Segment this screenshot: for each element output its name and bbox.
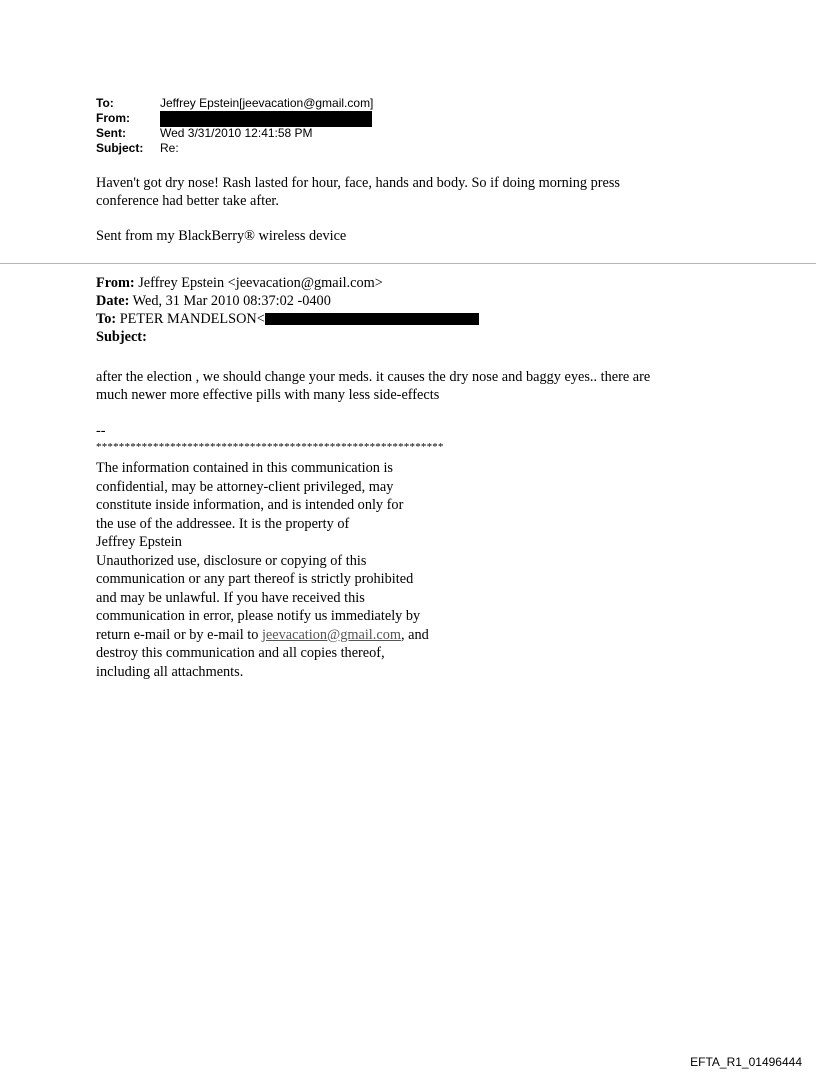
disclaimer-line: The information contained in this communication is	[96, 460, 393, 476]
original-subject-row	[96, 328, 479, 346]
disclaimer-line: constitute inside information, and is intended only for	[96, 497, 404, 513]
return-suffix: , and	[400, 626, 429, 643]
from-label: From:	[96, 111, 130, 125]
disclaimer-line: including all attachments.	[96, 663, 244, 680]
subject-value: Re:	[160, 141, 179, 155]
disclaimer-line: destroy this communication and all copies thereof,	[96, 645, 385, 661]
disclaimer-line: Unauthorized use, disclosure or copying of this	[96, 552, 367, 569]
email-header	[96, 96, 373, 156]
from-row	[96, 111, 373, 126]
reply-body-line: Haven't got dry nose! Rash lasted for hour, face, hands and body. So if doing morning press	[96, 175, 620, 191]
star-separator: *************************************************************	[96, 441, 444, 453]
original-subject-label: Subject:	[96, 329, 147, 345]
return-prefix: return e-mail or by e-mail to	[96, 626, 262, 643]
message-divider	[0, 263, 816, 264]
subject-row	[96, 141, 373, 156]
redaction-box	[265, 313, 479, 325]
disclaimer-line: communication or any part thereof is strictly prohibited	[96, 571, 414, 587]
original-to-label: To:	[96, 311, 117, 327]
signature-dashes: --	[96, 423, 106, 439]
original-from-row	[96, 274, 479, 292]
reply-body-line: conference had better take after.	[96, 193, 279, 209]
document-id: EFTA_R1_01496444	[690, 1055, 802, 1069]
disclaimer-line: Jeffrey Epstein	[96, 534, 182, 550]
confidentiality-notice	[96, 459, 429, 681]
to-label: To:	[96, 96, 114, 110]
sent-row	[96, 126, 373, 141]
original-header	[96, 274, 479, 346]
sent-label: Sent:	[96, 126, 126, 140]
original-to-value: PETER MANDELSON<	[119, 311, 265, 327]
from-value	[160, 111, 372, 126]
original-date-value: Wed, 31 Mar 2010 08:37:02 -0400	[132, 293, 331, 309]
original-body-line: after the election , we should change your meds. it causes the dry nose and baggy eyes.. there are	[96, 369, 651, 385]
disclaimer-line: communication in error, please notify us immediately by	[96, 608, 421, 624]
original-to-row	[96, 310, 479, 328]
original-date-label: Date:	[96, 293, 130, 309]
email-link[interactable]: jeevacation@gmail.com	[261, 626, 401, 643]
sent-value: Wed 3/31/2010 12:41:58 PM	[160, 126, 313, 140]
to-row	[96, 96, 373, 111]
redaction-box	[160, 111, 372, 127]
reply-signature: Sent from my BlackBerry® wireless device	[96, 228, 347, 244]
disclaimer-line: the use of the addressee. It is the property of	[96, 515, 350, 532]
to-value: Jeffrey Epstein[jeevacation@gmail.com]	[160, 96, 374, 110]
original-body	[96, 368, 736, 404]
original-body-line: much newer more effective pills with many less side-effects	[96, 387, 440, 403]
reply-body	[96, 174, 736, 210]
original-from-label: From:	[96, 275, 135, 291]
disclaimer-line: confidential, may be attorney-client privileged, may	[96, 478, 394, 495]
disclaimer-return-line	[96, 626, 429, 645]
original-date-row	[96, 292, 479, 310]
subject-label: Subject:	[96, 141, 144, 155]
original-from-value: Jeffrey Epstein <jeevacation@gmail.com>	[138, 275, 383, 291]
disclaimer-line: and may be unlawful. If you have received this	[96, 589, 365, 606]
